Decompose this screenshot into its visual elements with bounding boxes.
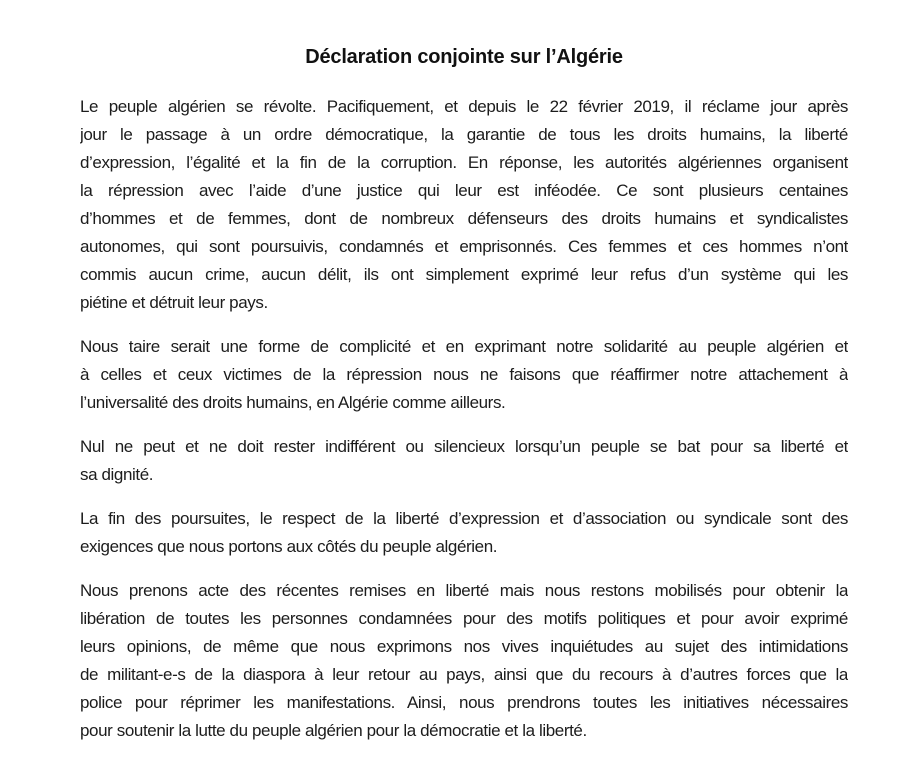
text-line: Nous taire serait une forme de complicité et en exprimant notre solidarité au peuple algérien et <box>80 337 848 356</box>
document-title: Déclaration conjointe sur l’Algérie <box>305 46 623 68</box>
document-body <box>80 93 848 761</box>
text-line: La fin des poursuites, le respect de la liberté d’expression et d’association ou syndicale sont des <box>80 509 848 528</box>
text-line: l’universalité des droits humains, en Algérie comme ailleurs. <box>80 393 506 412</box>
text-line: pour soutenir la lutte du peuple algérien pour la démocratie et la liberté. <box>80 721 587 740</box>
paragraph-3 <box>80 433 848 489</box>
text-line: Nul ne peut et ne doit rester indifférent ou silencieux lorsqu’un peuple se bat pour sa liberté et <box>80 437 848 456</box>
text-line: Nous prenons acte des récentes remises en liberté mais nous restons mobilisés pour obtenir la <box>80 581 848 600</box>
paragraph-2 <box>80 333 848 417</box>
text-line: commis aucun crime, aucun délit, ils ont simplement exprimé leur refus d’un système qui les <box>80 265 848 284</box>
text-line: leurs opinions, de même que nous exprimons nos vives inquiétudes au sujet des intimidations <box>80 637 848 656</box>
paragraph-1 <box>80 93 848 317</box>
text-line: exigences que nous portons aux côtés du peuple algérien. <box>80 537 498 556</box>
text-line: Le peuple algérien se révolte. Pacifiquement, et depuis le 22 février 2019, il réclame jour après <box>80 97 848 116</box>
paragraph-5 <box>80 577 848 745</box>
text-line: la répression avec l’aide d’une justice qui leur est inféodée. Ce sont plusieurs centaines <box>80 181 848 200</box>
text-line: libération de toutes les personnes condamnées pour des motifs politiques et pour avoir exprimé <box>80 609 848 628</box>
text-line: sa dignité. <box>80 465 154 484</box>
text-line: piétine et détruit leur pays. <box>80 293 268 312</box>
text-line: de militant-e-s de la diaspora à leur retour au pays, ainsi que du recours à d’autres forces que la <box>80 665 848 684</box>
text-line: d’hommes et de femmes, dont de nombreux défenseurs des droits humains et syndicalistes <box>80 209 848 228</box>
text-line: autonomes, qui sont poursuivis, condamnés et emprisonnés. Ces femmes et ces hommes n’ont <box>80 237 848 256</box>
text-line: jour le passage à un ordre démocratique, la garantie de tous les droits humains, la liberté <box>80 125 848 144</box>
text-line: police pour réprimer les manifestations. Ainsi, nous prendrons toutes les initiatives nécessaires <box>80 693 848 712</box>
text-line: d’expression, l’égalité et la fin de la corruption. En réponse, les autorités algériennes organisent <box>80 153 848 172</box>
text-line: à celles et ceux victimes de la répression nous ne faisons que réaffirmer notre attachement à <box>80 365 848 384</box>
paragraph-4 <box>80 505 848 561</box>
